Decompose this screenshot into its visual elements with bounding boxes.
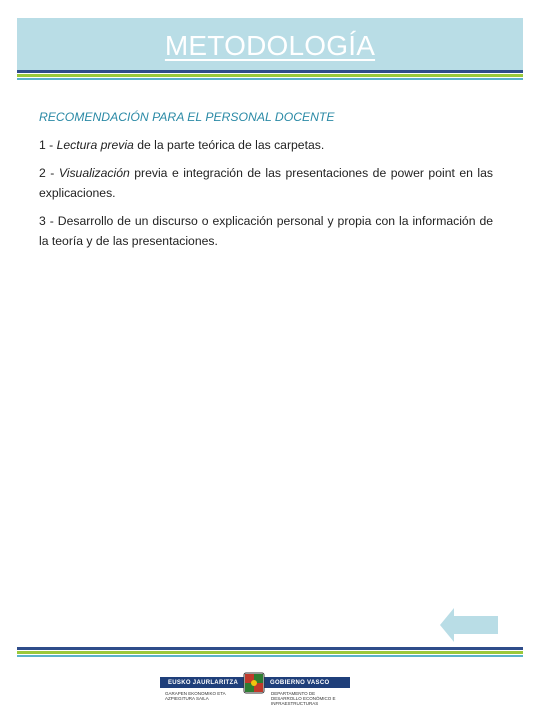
item-number: 2 - [39,166,59,180]
coat-of-arms-icon [243,672,265,694]
header-rule-blue [17,70,523,73]
header-rule-green [17,74,523,77]
footer-rule-blue [17,647,523,650]
item-emphasis: Visualización [58,166,130,180]
item-emphasis: Lectura previa [56,138,134,152]
item-text: previa e integración de las presentaciones de power point en las explicaciones. [39,166,493,200]
item-text: Desarrollo de un discurso o explicación personal y propia con la información de la teoría y de las presentaciones. [39,214,494,248]
footer-rule-green [17,651,523,654]
logo-department-spanish: DEPARTAMENTO DE DESARROLLO ECONÓMICO E INFRAESTRUCTURAS [271,691,336,706]
header-banner [17,18,523,70]
content-body [39,107,493,259]
logo-department-basque: GARAPEN EKONOMIKO ETA AZPIEGITURA SAILA [165,691,226,701]
list-item [39,211,493,251]
footer-rule-teal [17,655,523,657]
item-number: 3 - [39,214,58,228]
item-number: 1 - [39,138,57,152]
left-arrow-icon [440,608,498,642]
back-button[interactable] [440,608,498,642]
logo-text-basque: EUSKO JAURLARITZA [168,679,239,686]
header-rule-teal [17,78,523,80]
section-subtitle: RECOMENDACIÓN PARA EL PERSONAL DOCENTE [39,110,335,124]
page-title: METODOLOGÍA [164,30,376,61]
list-item [39,135,493,155]
list-item [39,163,493,203]
logo-text-spanish: GOBIERNO VASCO [270,679,330,686]
item-text: de la parte teórica de las carpetas. [133,138,325,152]
